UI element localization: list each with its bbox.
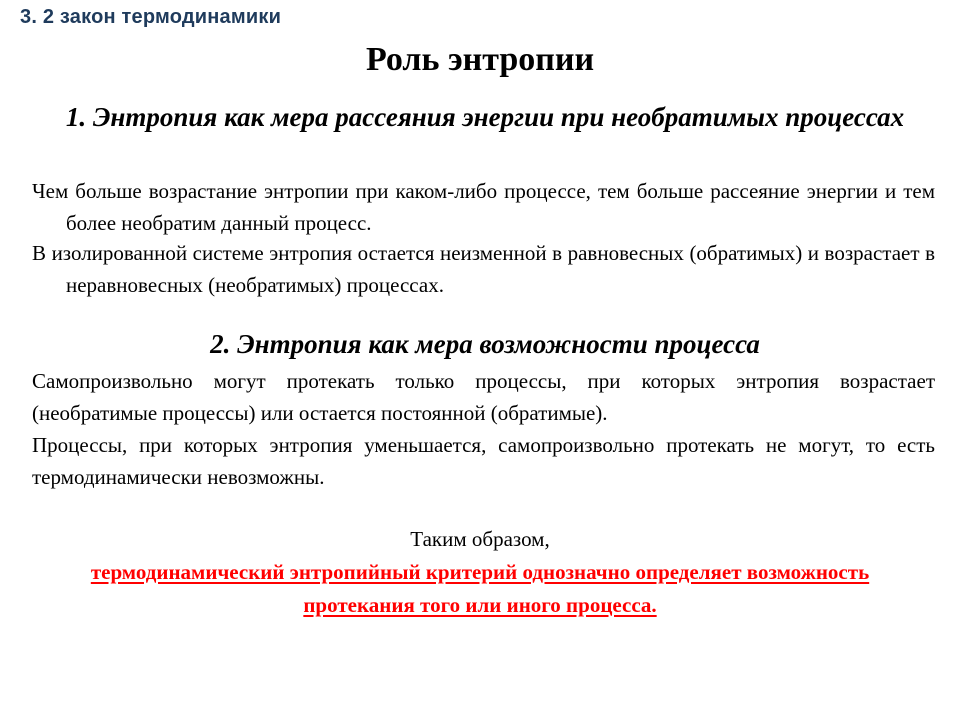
- section-label: 3. 2 закон термодинамики: [20, 6, 282, 28]
- section-2-paragraph-1: Самопроизвольно могут протекать только процессы, при которых энтропия возрастает (необратимые процессы) или остается постоянной (обратимые).: [32, 369, 935, 425]
- conclusion-intro: Таким образом,: [410, 527, 550, 551]
- section-1-paragraph-1: Чем больше возрастание энтропии при каком-либо процессе, тем больше рассеяние энергии и тем более необратим данный процесс.: [32, 179, 935, 235]
- section-1-paragraph-2: В изолированной системе энтропия остается неизменной в равновесных (обратимых) и возрастает в неравновесных (необратимых) процессах.: [32, 241, 935, 297]
- section-2-paragraph-2: Процессы, при которых энтропия уменьшается, самопроизвольно протекать не могут, то есть термодинамически невозможны.: [32, 433, 935, 489]
- conclusion-statement: термодинамический энтропийный критерий однозначно определяет возможность протекания того или иного процесса.: [90, 560, 870, 617]
- section-1-heading: 1. Энтропия как мера рассеяния энергии при необратимых процессах: [65, 102, 905, 132]
- section-2-heading: 2. Энтропия как мера возможности процесса: [210, 329, 760, 359]
- slide-title: Роль энтропии: [365, 41, 595, 78]
